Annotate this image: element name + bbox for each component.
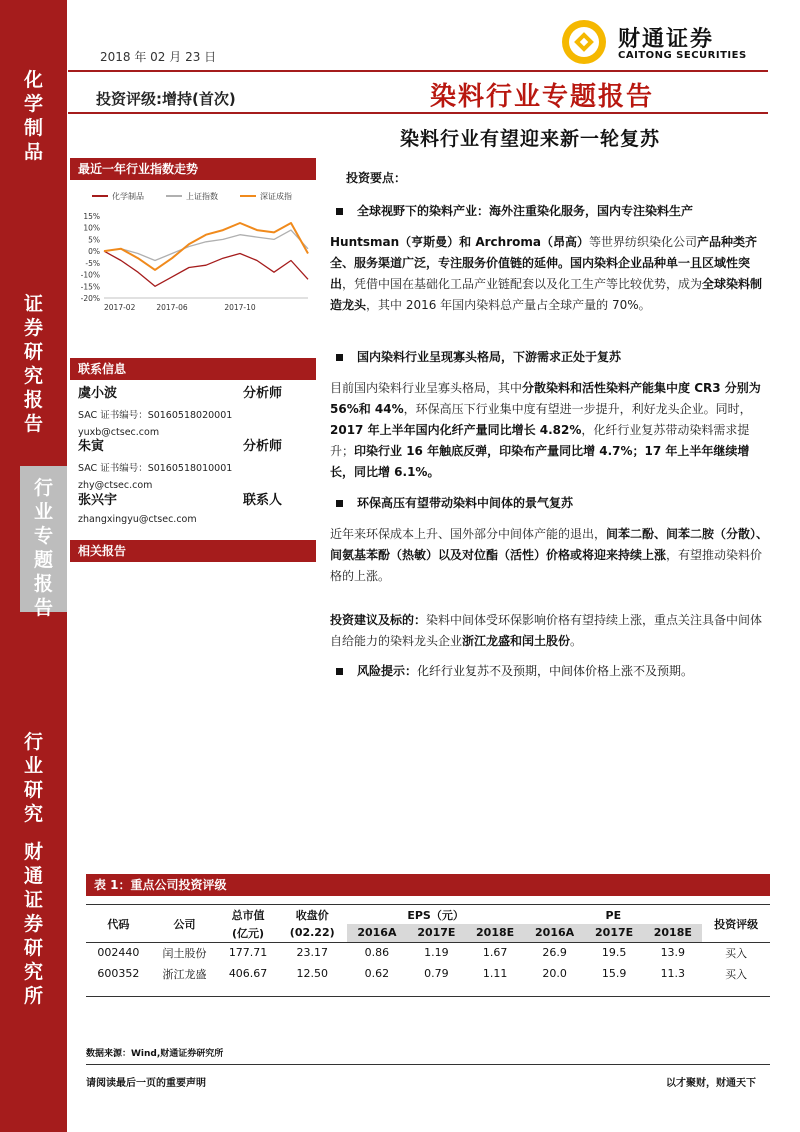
contacts-heading: 联系信息 (70, 358, 316, 380)
cell-close: 23.17 (296, 946, 328, 960)
logo-name-cn: 财通证券 (618, 27, 715, 52)
y-tick-label: -10% (80, 270, 100, 280)
cell-eps: 1.11 (482, 967, 508, 980)
bullet-3-paragraph (330, 524, 770, 587)
logo-icon (556, 14, 612, 70)
contact-email[interactable]: zhangxingyu@ctsec.com (78, 514, 197, 525)
sidebar-char: 所 (23, 985, 43, 1007)
th-year: 2017E (585, 924, 644, 942)
contact-card (78, 382, 318, 438)
cell-close: 12.50 (296, 967, 328, 980)
header-rule-bottom (68, 112, 768, 114)
bullet-3-title: 环保高压有望带动染料中间体的景气复苏 (357, 496, 574, 510)
th-year: 2016A (347, 924, 407, 942)
sidebar-char: 专 (33, 525, 53, 547)
cell-pe: 19.5 (601, 946, 627, 960)
th-rating: 投资评级 (714, 917, 759, 931)
key-points-text: 投资要点： (346, 171, 407, 185)
sidebar-char: 行 (23, 731, 43, 753)
cell-rating: 买入 (725, 946, 748, 960)
text-run: 等世界纺织染化公司 (588, 235, 697, 249)
sidebar-char: 业 (33, 501, 53, 523)
cell-eps: 0.79 (424, 967, 449, 980)
text-run: ，环保高压下行业集中度有望进一步提升，利好龙头企业。同时， (403, 402, 752, 416)
cell-pe: 26.9 (542, 946, 567, 960)
text-run: 分散染料和活性染料产能集中度 CR3 分别为 56%和 44% (330, 381, 761, 416)
bullet-1 (336, 202, 693, 219)
cell-eps: 1.19 (424, 946, 449, 960)
sidebar-char: 学 (23, 93, 43, 115)
text-run: 产品种类齐全、服务渠道广泛，专注服务价值链的延伸。 (330, 235, 757, 270)
sidebar-char: 究 (23, 961, 43, 983)
x-tick-label: 2017-10 (224, 303, 256, 312)
related-reports-heading: 相关报告 (70, 540, 316, 562)
contact-name: 虞小波 (78, 386, 118, 401)
th-mcap-unit: (亿元) (232, 926, 265, 940)
contact-card (78, 489, 318, 525)
footer-rule (86, 1064, 770, 1065)
contact-role: 分析师 (242, 439, 282, 454)
legend-label: 上证指数 (186, 192, 218, 201)
bullet-1-title: 全球视野下的染料产业：海外注重染化服务，国内专注染料生产 (357, 204, 694, 218)
sidebar-char: 题 (33, 549, 53, 571)
text-run: 全球染料制造龙头 (330, 277, 763, 312)
x-tick-label: 2017-06 (156, 303, 188, 312)
text-run: ，有望推动染料价格的上涨。 (330, 548, 763, 583)
contact-cert: SAC 证书编号：S0160518020001 (78, 410, 233, 421)
cell-company: 浙江龙盛 (162, 967, 207, 981)
bullet-dot-icon (336, 208, 343, 215)
chart-x-axis (104, 303, 256, 312)
contact-cert: SAC 证书编号：S0160518010001 (78, 463, 233, 474)
bullet-dot-icon (336, 500, 343, 507)
sidebar-char: 报 (33, 573, 53, 595)
y-tick-label: -5% (85, 258, 100, 268)
th-company: 公司 (173, 917, 196, 931)
text-run: ，凭借中国在基础化工品产业链配套以及化工生产等比较优势，成为 (342, 277, 703, 291)
report-title: 染料行业专题报告 (430, 82, 655, 112)
logo-name-en: CAITONG SECURITIES (618, 50, 747, 61)
text-run: 目前国内染料行业呈寡头格局，其中 (330, 381, 523, 395)
sidebar-char: 研 (23, 779, 43, 801)
th-close-date: (02.22) (289, 926, 335, 940)
risk-bullet (336, 662, 693, 679)
contact-role: 联系人 (242, 493, 282, 508)
sidebar-industry-research (0, 730, 67, 826)
contact-name: 朱寅 (78, 439, 105, 454)
cell-code: 600352 (97, 967, 140, 980)
sidebar-char: 究 (23, 803, 43, 825)
text-run: 。 (570, 634, 583, 648)
cell-company: 闰土股份 (162, 946, 207, 960)
sidebar-char: 财 (23, 841, 43, 863)
bullet-3 (336, 494, 573, 511)
text-run: 间苯二酚、间苯二胺（分散）、间氨基苯酚（热敏）以及对位酯（活性）价格或将迎来持续上涨 (330, 527, 769, 562)
chart-series (104, 223, 308, 286)
sidebar-char: 制 (23, 117, 43, 139)
cell-pe: 11.3 (660, 967, 686, 980)
sidebar-char: 研 (23, 341, 43, 363)
sidebar-char: 通 (23, 865, 43, 887)
text-run: ，其中 2016 年国内染料总产量占全球产量的 70%。 (366, 298, 651, 312)
sidebar-section (0, 292, 67, 436)
table-title: 表 1：重点公司投资评级 (86, 874, 770, 896)
sidebar-char: 告 (23, 413, 43, 435)
sidebar-char: 业 (23, 755, 43, 777)
cell-eps: 0.86 (364, 946, 390, 960)
th-eps: EPS（元） (407, 909, 464, 922)
rating-table (86, 906, 770, 984)
report-subtitle: 染料行业有望迎来新一轮复苏 (400, 128, 661, 150)
sidebar-char: 证 (23, 293, 43, 315)
sidebar-char: 证 (23, 889, 43, 911)
risk-label: 风险提示： (357, 664, 418, 678)
footer-slogan: 以才聚财，财通天下 (666, 1078, 756, 1089)
report-date: 2018 年 02 月 23 日 (100, 50, 217, 64)
investment-rating: 投资评级:增持(首次) (96, 90, 236, 108)
cell-eps: 1.67 (482, 946, 508, 960)
advice-label: 投资建议及标的： (330, 613, 427, 627)
th-year: 2017E (407, 924, 466, 942)
cell-code: 002440 (97, 946, 140, 960)
sidebar-char: 券 (23, 317, 43, 339)
bullet-2-paragraph (330, 378, 770, 483)
cell-pe: 13.9 (660, 946, 686, 960)
sidebar-char: 告 (33, 597, 53, 619)
th-mcap: 总市值 (231, 909, 265, 922)
sidebar-char: 报 (23, 389, 43, 411)
footer-disclaimer[interactable]: 请阅读最后一页的重要声明 (86, 1078, 206, 1089)
sidebar-char: 券 (23, 913, 43, 935)
sidebar-char: 化 (23, 69, 43, 91)
y-tick-label: 15% (83, 212, 100, 221)
legend-label: 化学制品 (112, 192, 144, 201)
cell-mcap: 406.67 (228, 967, 268, 980)
cell-eps: 0.62 (364, 967, 390, 980)
th-year: 2018E (643, 924, 702, 942)
contact-email[interactable]: zhy@ctsec.com (78, 480, 153, 491)
text-run: 近年来环保成本上升、国外部分中间体产能的退出， (330, 527, 607, 541)
text-run: 染料中间体受环保影响价格有望持续上涨，重点关注具备中间体自给能力的染料龙头企业 (330, 613, 763, 648)
series-line (104, 223, 308, 270)
th-year: 2016A (524, 924, 584, 942)
header-rule-top (68, 70, 768, 72)
text-run: ，化纤行业复苏带动染料需求提升； (330, 423, 750, 458)
sidebar-category (0, 68, 67, 164)
chart-heading: 最近一年行业指数走势 (70, 158, 316, 180)
company-logo (556, 14, 772, 70)
advice-targets: 浙江龙盛和闰土股份 (462, 634, 571, 648)
data-source: 数据来源：Wind,财通证券研究所 (86, 1049, 224, 1059)
y-tick-label: -20% (80, 294, 100, 303)
table-row (86, 963, 770, 984)
sidebar-report-type (20, 476, 67, 620)
chart-svg (70, 180, 316, 320)
th-code: 代码 (107, 917, 130, 931)
contact-card (78, 435, 318, 491)
th-close: 收盘价 (295, 909, 329, 922)
table-rule-bottom (86, 996, 770, 997)
cell-rating: 买入 (725, 967, 748, 981)
th-year: 2018E (466, 924, 525, 942)
bullet-1-paragraph (330, 232, 770, 316)
contact-name: 张兴宇 (78, 493, 118, 508)
sidebar-char: 研 (23, 937, 43, 959)
bullet-2-title: 国内染料行业呈现寡头格局，下游需求正处于复苏 (357, 350, 622, 364)
cell-pe: 20.0 (542, 967, 567, 980)
text-run: 印染行业 16 年触底反弹，印染布产量同比增 4.7%；17 年上半年继续增长，同比增 6.1%。 (330, 444, 750, 479)
bullet-dot-icon (336, 668, 343, 675)
text-run: Huntsman（亨斯曼）和 Archroma（昂高） (330, 235, 589, 249)
chart-legend (92, 191, 292, 201)
sidebar-char: 行 (33, 477, 53, 499)
bullet-2 (336, 348, 621, 365)
left-sidebar (0, 0, 67, 1132)
table-row (86, 942, 770, 963)
y-tick-label: 5% (88, 235, 100, 245)
th-pe: PE (605, 908, 622, 922)
investment-advice (330, 610, 770, 652)
x-tick-label: 2017-02 (104, 303, 136, 312)
text-run: 国内染料企业品种单一且区域性突出 (330, 256, 751, 291)
sidebar-char: 品 (23, 141, 43, 163)
sidebar-institute (0, 840, 67, 1008)
bullet-dot-icon (336, 354, 343, 361)
table-rule-top (86, 904, 770, 905)
legend-label: 深证成指 (260, 192, 292, 201)
risk-text: 化纤行业复苏不及预期，中间体价格上涨不及预期。 (417, 664, 694, 678)
key-points-label (346, 168, 786, 189)
sidebar-char: 究 (23, 365, 43, 387)
y-tick-label: 10% (83, 223, 100, 233)
cell-mcap: 177.71 (228, 946, 268, 960)
contact-email[interactable]: yuxb@ctsec.com (78, 427, 160, 438)
y-tick-label: -15% (80, 282, 100, 292)
index-trend-chart (70, 180, 316, 320)
text-run: 2017 年上半年国内化纤产量同比增长 4.82% (330, 423, 582, 437)
contact-role: 分析师 (242, 386, 282, 401)
y-tick-label: 0% (88, 247, 100, 257)
cell-pe: 15.9 (601, 967, 627, 980)
